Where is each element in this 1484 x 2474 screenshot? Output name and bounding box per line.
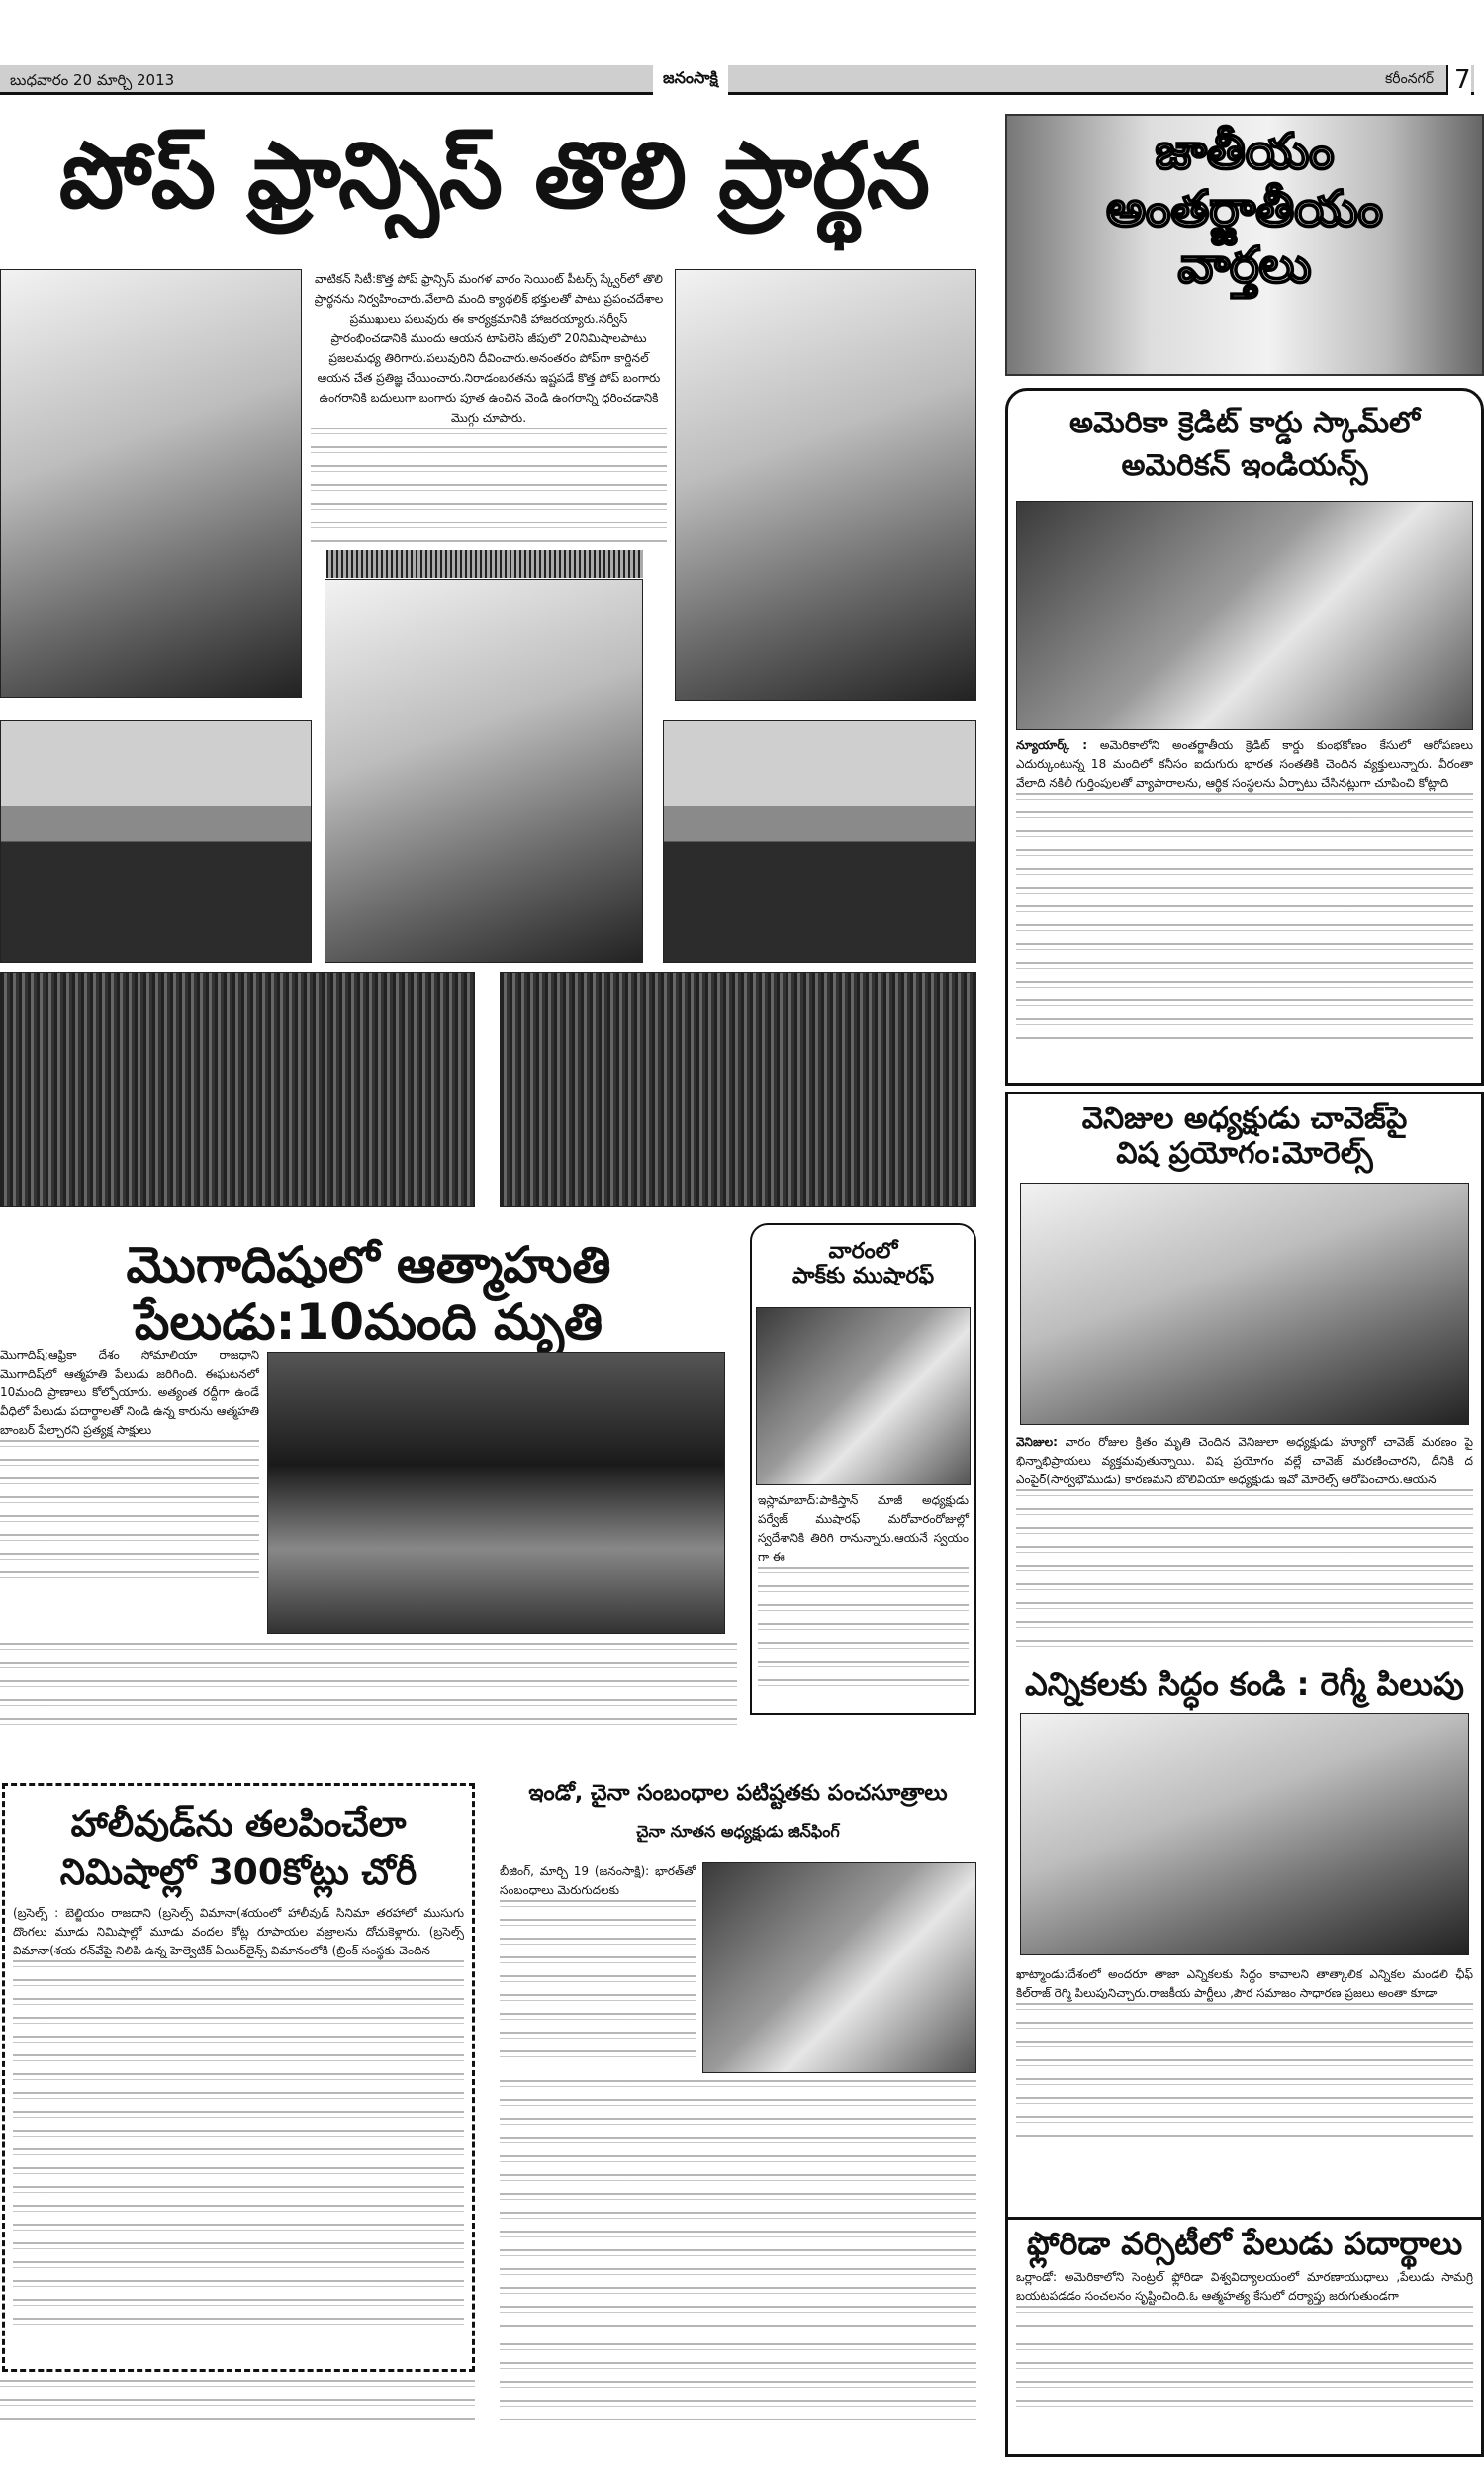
photo-basilica-crowd bbox=[500, 972, 976, 1207]
page-number: 7 bbox=[1446, 65, 1471, 95]
photo-nuns bbox=[0, 972, 475, 1207]
text-lines bbox=[1016, 793, 1473, 1040]
hollywood-article-body: (బ్రసెల్స్ : బెల్జియం రాజదాని (బ్రసెల్స్ విమానా(శయంలో హాలీవుడ్ సినిమా తరహాలో ముసుగు దొంగలు మూడు నిమిషాల్లో మూడు వందల కోట్ల రూపాయల వజ్రాలను దోచుకెళ్లారు. (బ్రసెల్స్ విమానా(శయ రన్‌వేపై నిలిపి ఉన్న హెల్వెటిక్ ఏయిర్‌లైన్స్ విమానంలోకి (బ్రింక్ సంస్థకు చెందిన bbox=[5, 1894, 472, 2359]
photo-pope-speaking bbox=[325, 579, 643, 963]
text-lines bbox=[0, 1643, 737, 1727]
venezuela-article-body: వెనిజుల: వారం రోజుల క్రితం మృతి చెందిన వెనిజులా అధ్యక్షుడు హ్యూగో చావెజ్ మరణం పై భిన్నాభిప్రాయలు వ్యక్తమవుతున్నాయి. విష ప్రయోగం వల్లే చావెజ్ మరణించారని, దీనికి ద ఎంపైర్(సార్వభౌముడు) కారణమని బొలివియా అధ్యక్షుడు ఇవో మోరెల్స్ ఆరోపించారు.ఆయన bbox=[1008, 1433, 1481, 1661]
photo-evo-morales bbox=[1020, 1183, 1469, 1425]
text-lines bbox=[758, 1567, 969, 1689]
credit-headline-1: అమెరికా క్రెడిట్ కార్డు స్కామ్‌లో bbox=[1069, 406, 1420, 440]
masthead bbox=[0, 65, 1474, 95]
banner-line-1: జాతీయం bbox=[1155, 123, 1335, 180]
florida-box bbox=[1005, 2220, 1484, 2457]
florida-headline: ఫ్లోరిడా వర్సిటీలో పేలుడు పదార్థాలు bbox=[1026, 2225, 1463, 2262]
text-lines bbox=[1016, 1489, 1473, 1658]
text-lines bbox=[500, 1900, 696, 2068]
fringe-decoration bbox=[326, 550, 643, 578]
mogadishu-headline: మొగాదిషులో ఆత్మాహుతి పేలుడు:10మంది మృతి bbox=[126, 1236, 611, 1351]
text-lines bbox=[0, 2380, 475, 2420]
pope-article-body: వాటికన్ సిటీ:కొత్త పోప్ ఫ్రాన్సిస్ మంగళ వారం సెయింట్ పీటర్స్ స్క్వేర్‌లో తొలి ప్రార్థనను నిర్వహించారు.వేలాది మంది క్యాథలిక్ భక్తులతో పాటు ప్రపంచదేశాల ప్రముఖులు పలువురు ఈ కార్యక్రమానికి హాజరయ్యారు.సర్వీస్ ప్రారంభించడానికి ముందు ఆయన టాప్‌లెస్ జీపులో 20నిమిషాలపాటు ప్రజలమధ్య తిరిగారు.పలువురిని దీవించారు.అనంతరం పోప్‌గా కార్డినల్ ఆయన చేత ప్రతిజ్ఞ చేయించారు.నిరాడంబరతను ఇష్టపడే కొత్త పోప్ బంగారు ఉంగరానికి బదులుగా బంగారు పూత ఉంచిన వెండి ఉంగరాన్ని ధరించడానికి మొగ్గు చూపారు. bbox=[311, 269, 667, 546]
text-lines bbox=[1016, 2306, 1473, 2415]
regmi-article-body: ఖాట్మాండు:దేశంలో అందరూ తాజా ఎన్నికలకు సిద్ధం కావాలని తాత్కాలిక ఎన్నికల మండలి ఛీఫ్ కిల్‌రాజ్ రెగ్మి పిలుపునిచ్చారు.రాజకీయ పార్టీలు ,పౌర సమాజం సాధారణ ప్రజలు అంతా కూడా bbox=[1008, 1965, 1481, 2153]
musharraf-headline-1: వారంలో bbox=[828, 1239, 898, 1264]
photo-st-peters-square-right bbox=[663, 720, 976, 963]
venezuela-headline-1: వెనిజుల అధ్యక్షుడు చావెజ్‌పై bbox=[1081, 1101, 1408, 1136]
china-headline: ఇండో, చైనా సంబంధాల పటిష్టతకు పంచసూత్రాలు bbox=[528, 1781, 948, 1806]
photo-st-peters-square-left bbox=[0, 720, 312, 963]
banner-line-2: అంతర్జాతీయం bbox=[1106, 179, 1383, 238]
mogadishu-article-body: మొగాదిష్:ఆఫ్రికా దేశం సోమాలియా రాజధాని మొగాదిష్‌లో ఆత్మహతి పేలుడు జరిగింది. ఈఘటనలో 10మంది ప్రాణాలు కోల్పోయారు. అత్యంత రద్దీగా ఉండే వీధిలో పేలుడు పదార్థాలతో నిండి ఉన్న కారును ఆత్మహతి బాంబర్ పేల్చారని ప్రత్యక్ష సాక్షులు bbox=[0, 1346, 259, 1638]
text-lines bbox=[500, 2080, 976, 2420]
photo-blast-site bbox=[267, 1352, 725, 1634]
photo-pope-mass bbox=[675, 269, 976, 701]
issue-date: బుధవారం 20 మార్చి 2013 bbox=[10, 71, 175, 89]
credit-headline-2: అమెరికన్ ఇండియన్స్ bbox=[1121, 447, 1368, 483]
credit-article-body: న్యూయార్క్ : అమెరికాలోని అంతర్జాతీయ క్రెడిట్ కార్డు కుంభకోణం కేసులో ఆరోపణలు ఎదుర్కుంటున్న 18 మందిలో కనీసం ఐదుగురు భారత సంతతికి చెందిన వ్యక్తులున్నారు. వీరంతా వేలాది నకిలీ గుర్తింపులతో వ్యాపారాలను, ఆర్థిక సంస్థలను ఏర్పాటు చేసినట్లుగా చూపించి కోట్లాది bbox=[1008, 736, 1481, 1053]
text-lines bbox=[13, 1960, 464, 2336]
banner-line-3: వార్తలు bbox=[1177, 237, 1312, 294]
photo-pope-with-child bbox=[0, 269, 302, 698]
newspaper-logo: జనంసాక్షి bbox=[653, 65, 728, 95]
photo-credit-cards bbox=[1016, 501, 1473, 730]
edition-name: కరీంనగర్ bbox=[1385, 71, 1434, 87]
text-lines bbox=[0, 1440, 259, 1588]
hollywood-headline-2: నిమిషాల్లో 300కోట్లు చోరీ bbox=[59, 1853, 417, 1894]
photo-xi-jinping bbox=[702, 1862, 976, 2073]
text-lines bbox=[1016, 2003, 1473, 2137]
pope-headline: పోప్ ఫ్రాన్సిస్ తొలి ప్రార్థన bbox=[58, 123, 931, 229]
national-international-banner bbox=[1005, 114, 1484, 376]
venezuela-headline-2: విష ప్రయోగం:మోరెల్స్ bbox=[1116, 1135, 1373, 1171]
hollywood-headline-1: హాలీవుడ్‌ను తలపించేలా bbox=[70, 1804, 407, 1845]
china-article-body: బీజింగ్, మార్చి 19 (జనంసాక్షి): భారత్‌తో సంబంధాలు మెరుగుదలకు bbox=[500, 1862, 696, 2075]
china-subheadline: చైనా నూతన అధ్యక్షుడు జిన్‌ఫింగ్ bbox=[636, 1822, 840, 1841]
venezuela-box bbox=[1005, 1092, 1484, 2220]
musharraf-headline-2: పాక్‌కు ముషారఫ్ bbox=[791, 1264, 935, 1289]
musharraf-box bbox=[750, 1223, 976, 1715]
text-lines bbox=[311, 428, 667, 546]
credit-card-box bbox=[1005, 388, 1484, 1086]
photo-musharraf bbox=[756, 1307, 971, 1485]
musharraf-article-body: ఇస్లామాబాద్:పాకిస్తాన్ మాజీ అధ్యక్షుడు పర్వేజ్ ముషారఫ్ మరోవారంరోజుల్లో స్వదేశానికి తిరిగి రానున్నారు.ఆయనే స్వయం గా ఈ bbox=[752, 1491, 974, 1689]
hollywood-box bbox=[2, 1783, 475, 2372]
photo-khil-raj-regmi bbox=[1020, 1713, 1469, 1955]
regmi-headline: ఎన్నికలకు సిద్ధం కండి : రెగ్మీ పిలుపు bbox=[1025, 1665, 1464, 1703]
florida-article-body: ఒర్లాండో: అమెరికాలోని సెంట్రల్ ఫ్లోరిడా విశ్వవిద్యాలయంలో మారణాయుధాలు ,పేలుడు సామగ్రి బయటపడడం సంచలనం సృష్టించింది.ఓ ఆత్మహత్య కేసులో దర్యాప్తు జరుగుతుండగా bbox=[1008, 2262, 1481, 2430]
